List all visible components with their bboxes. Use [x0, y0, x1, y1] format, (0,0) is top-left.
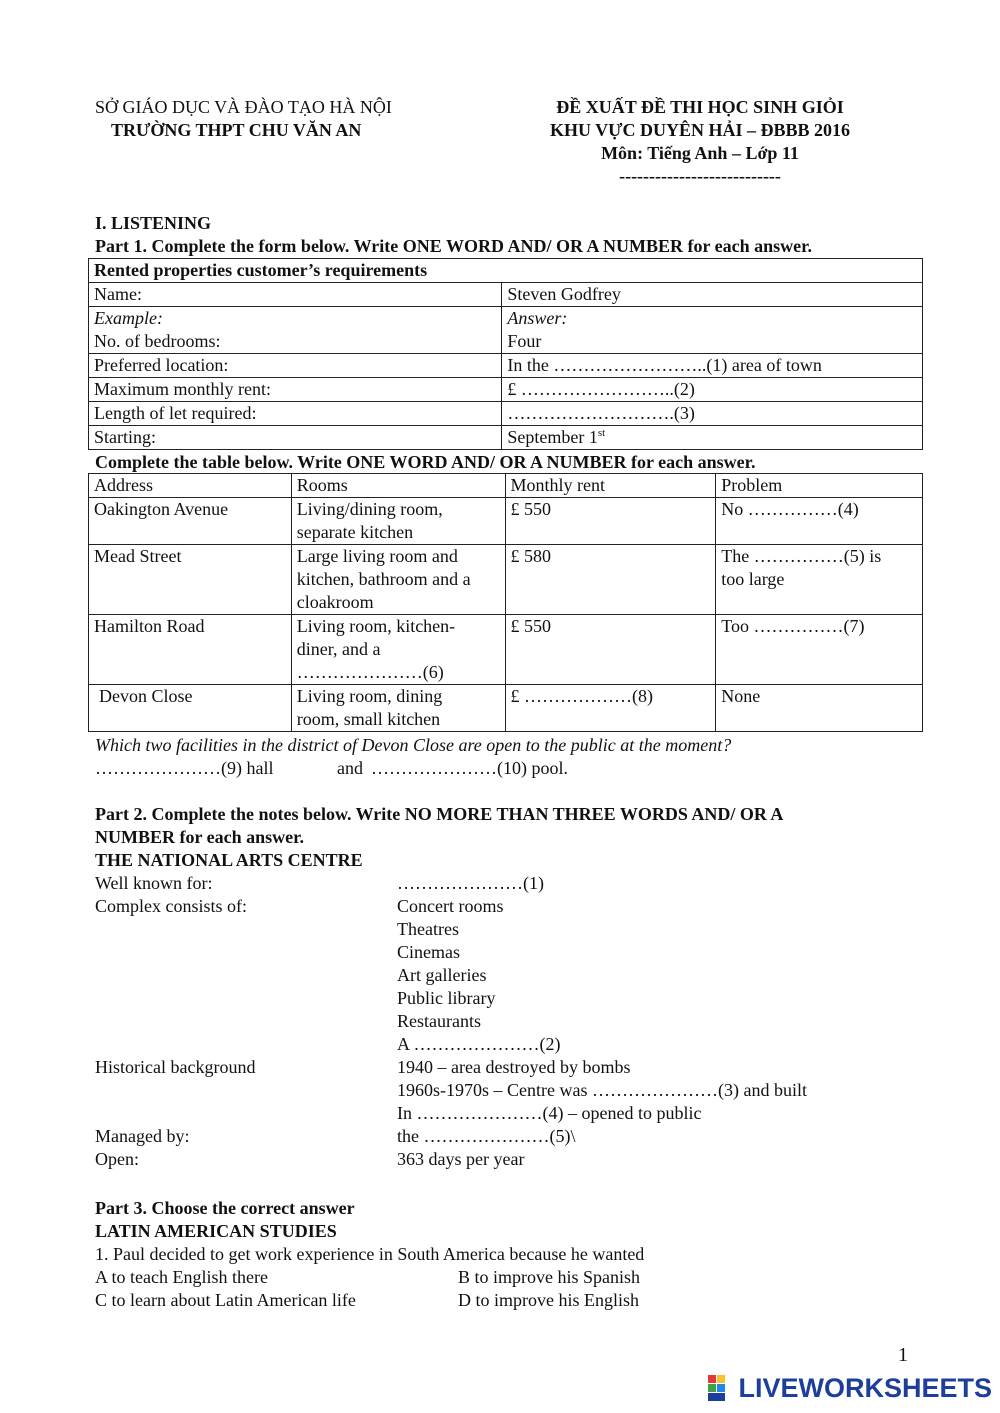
problem-line: The ……………(5) is: [721, 546, 882, 566]
row-label: [89, 307, 502, 354]
column-header: Monthly rent: [505, 474, 716, 498]
option-c[interactable]: C to learn about Latin American life: [95, 1290, 356, 1310]
part3-instruction: Part 3. Choose the correct answer: [95, 1198, 355, 1218]
answer-blank-3[interactable]: ……………………….(3): [502, 402, 923, 426]
note-label: Well known for:: [95, 873, 213, 893]
question-1: 1. Paul decided to get work experience in South America because he wanted: [95, 1244, 645, 1264]
date-suffix: st: [597, 427, 606, 439]
part2-answer-blank-2[interactable]: A …………………(2): [397, 1034, 561, 1054]
rooms-line: diner, and a: [296, 639, 381, 659]
table-row: [89, 378, 923, 402]
note-row: [0, 918, 1000, 941]
rooms-line: separate kitchen: [296, 522, 414, 542]
rooms-line: cloakroom: [296, 592, 374, 612]
part2-instruction-line1: Part 2. Complete the notes below. Write NO MORE THAN THREE WORDS AND/ OR A: [95, 804, 784, 824]
note-row: [0, 1125, 1000, 1148]
note-row: [0, 964, 1000, 987]
option-a[interactable]: A to teach English there: [95, 1267, 268, 1287]
column-header: Address: [89, 474, 292, 498]
row-label: Maximum monthly rent:: [89, 378, 502, 402]
rooms-line: Living/dining room,: [296, 499, 443, 519]
answer-blank-2[interactable]: £ ……………………..(2): [502, 378, 923, 402]
row-label: Name:: [89, 283, 502, 307]
properties-table: [88, 473, 923, 732]
address-cell: Devon Close: [89, 685, 292, 732]
note-row: [0, 1079, 1000, 1102]
exam-header: [520, 96, 880, 188]
note-row: [0, 872, 1000, 895]
answer-label: Answer:: [507, 308, 568, 328]
note-value: Concert rooms: [397, 896, 504, 916]
part2-instruction-line2: NUMBER for each answer.: [95, 827, 304, 847]
note-value: Cinemas: [397, 942, 460, 962]
table-row: [89, 545, 923, 615]
part1-instruction: Part 1. Complete the form below. Write ONE WORD AND/ OR A NUMBER for each answer.: [95, 236, 812, 256]
bedrooms-value: Four: [507, 331, 542, 351]
address-cell: Oakington Avenue: [89, 498, 292, 545]
table-row: [89, 259, 923, 283]
bedrooms-label: No. of bedrooms:: [94, 331, 221, 351]
rooms-line: kitchen, bathroom and a: [296, 569, 471, 589]
column-header: Rooms: [291, 474, 505, 498]
note-label: Complex consists of:: [95, 896, 247, 916]
note-value: Public library: [397, 988, 496, 1008]
example-label: Example:: [94, 308, 163, 328]
rent-cell: £ 550: [505, 615, 716, 685]
rooms-line: Living room, dining: [296, 686, 443, 706]
note-row: [0, 941, 1000, 964]
row-value: Steven Godfrey: [502, 283, 923, 307]
table-header-row: [89, 474, 923, 498]
note-row: [0, 1148, 1000, 1171]
note-label: Historical background: [95, 1057, 256, 1077]
rent-cell: £ 550: [505, 498, 716, 545]
facilities-question: Which two facilities in the district of Devon Close are open to the public at the moment?: [95, 735, 732, 755]
table-row: [89, 685, 923, 732]
rooms-cell: [291, 685, 505, 732]
answer-blank-8[interactable]: £ ………………(8): [505, 685, 716, 732]
table-row: [89, 498, 923, 545]
answer-blank-6[interactable]: [291, 615, 505, 685]
note-value: Restaurants: [397, 1011, 481, 1031]
note-row: [0, 987, 1000, 1010]
exam-title: ĐỀ XUẤT ĐỀ THI HỌC SINH GIỎI: [556, 97, 844, 117]
answer-blank-5[interactable]: [716, 545, 923, 615]
rooms-cell: [291, 545, 505, 615]
note-row: [0, 1102, 1000, 1125]
school-header: [95, 96, 515, 142]
note-value: Art galleries: [397, 965, 487, 985]
rooms-cell: [291, 498, 505, 545]
answer-blank-9[interactable]: …………………(9) hall: [95, 758, 274, 778]
note-row: [0, 1033, 1000, 1056]
section-title: I. LISTENING: [95, 213, 212, 233]
page-number: 1: [898, 1344, 908, 1366]
row-label: Starting:: [89, 426, 502, 450]
option-d[interactable]: D to improve his English: [458, 1290, 639, 1310]
note-value: Theatres: [397, 919, 459, 939]
exam-subject: Môn: Tiếng Anh – Lớp 11: [601, 143, 799, 163]
part1-instruction-2: Complete the table below. Write ONE WORD AND/ OR A NUMBER for each answer.: [95, 452, 756, 472]
answer-blank-7[interactable]: Too ……………(7): [716, 615, 923, 685]
and-word: and: [337, 758, 363, 778]
address-cell: Hamilton Road: [89, 615, 292, 685]
row-label: Length of let required:: [89, 402, 502, 426]
table-title: Rented properties customer’s requirements: [89, 259, 923, 283]
table-row: [89, 283, 923, 307]
rent-cell: £ 580: [505, 545, 716, 615]
requirements-table: [88, 258, 923, 450]
school-name: TRƯỜNG THPT CHU VĂN AN: [111, 120, 362, 140]
problem-cell: None: [716, 685, 923, 732]
rooms-line: Large living room and: [296, 546, 458, 566]
part2-answer-blank-3[interactable]: 1960s-1970s – Centre was …………………(3) and built: [397, 1080, 807, 1100]
start-date: September 1: [507, 427, 598, 447]
note-row: [0, 1056, 1000, 1079]
liveworksheets-logo[interactable]: [708, 1371, 992, 1405]
note-label: Open:: [95, 1149, 139, 1169]
part3-title: LATIN AMERICAN STUDIES: [95, 1221, 337, 1241]
note-row: [0, 895, 1000, 918]
answer-blank-1[interactable]: In the ……………………..(1) area of town: [502, 354, 923, 378]
column-header: Problem: [716, 474, 923, 498]
note-value: 1940 – area destroyed by bombs: [397, 1057, 631, 1077]
note-label: Managed by:: [95, 1126, 190, 1146]
part2-answer-blank-4[interactable]: In …………………(4) – opened to public: [397, 1103, 702, 1123]
header-divider: ---------------------------: [619, 166, 781, 186]
table-row: [89, 615, 923, 685]
address-cell: Mead Street: [89, 545, 292, 615]
answer-blank-4[interactable]: No ……………(4): [716, 498, 923, 545]
problem-line: too large: [721, 569, 785, 589]
answer-blank-10[interactable]: …………………(10) pool.: [371, 758, 568, 778]
row-label: Preferred location:: [89, 354, 502, 378]
table-row: [89, 307, 923, 354]
part2-title: THE NATIONAL ARTS CENTRE: [95, 850, 363, 870]
row-value: [502, 426, 923, 450]
department-name: SỞ GIÁO DỤC VÀ ĐÀO TẠO HÀ NỘI: [95, 97, 392, 117]
rooms-line: Living room, kitchen-: [296, 616, 456, 636]
arts-centre-notes: [0, 872, 1000, 1171]
watermark-text: LIVEWORKSHEETS: [738, 1372, 992, 1403]
part2-answer-blank-5[interactable]: the …………………(5)\: [397, 1126, 576, 1146]
table-row: [89, 426, 923, 450]
row-value: [502, 307, 923, 354]
table-row: [89, 402, 923, 426]
note-row: [0, 1010, 1000, 1033]
note-value: 363 days per year: [397, 1149, 525, 1169]
part2-answer-blank-1[interactable]: …………………(1): [397, 873, 544, 893]
liveworksheets-icon: [708, 1375, 734, 1401]
option-b[interactable]: B to improve his Spanish: [458, 1267, 641, 1287]
rooms-line: …………………(6): [296, 662, 444, 682]
exam-region: KHU VỰC DUYÊN HẢI – ĐBBB 2016: [549, 120, 851, 140]
rooms-line: room, small kitchen: [296, 709, 441, 729]
table-row: [89, 354, 923, 378]
